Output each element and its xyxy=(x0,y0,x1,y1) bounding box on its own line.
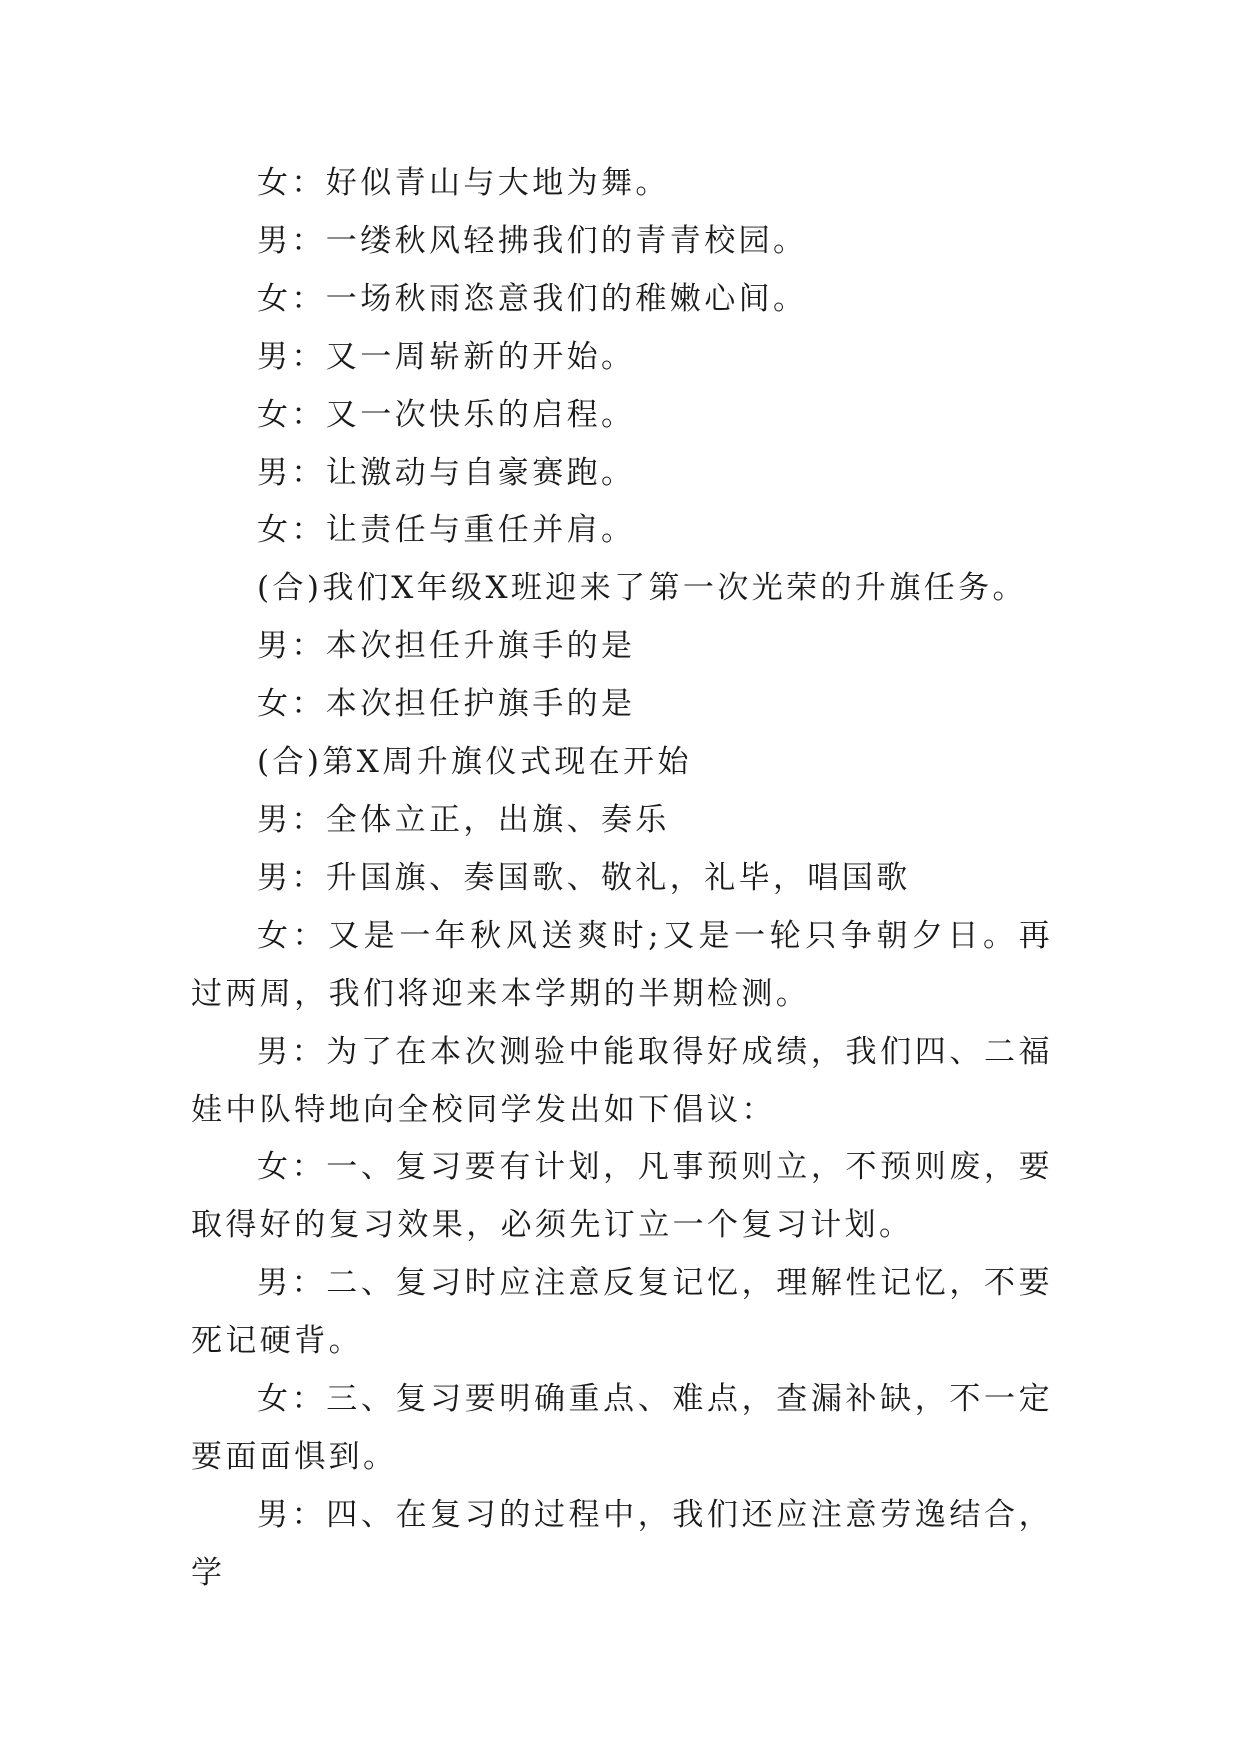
paragraph: 女：又一次快乐的启程。 xyxy=(257,396,636,433)
paragraph: 男：全体立正，出旗、奏乐 xyxy=(257,801,670,838)
paragraph: 女：让责任与重任并肩。 xyxy=(257,512,636,549)
paragraph: 男：让激动与自豪赛跑。 xyxy=(257,454,636,491)
paragraph: (合)第X周升旗仪式现在开始 xyxy=(257,744,692,781)
paragraph: 女：一场秋雨恣意我们的稚嫩心间。 xyxy=(257,280,808,317)
paragraph: 男：又一周崭新的开始。 xyxy=(257,338,636,375)
paragraph: 男：升国旗、奏国歌、敬礼，礼毕，唱国歌 xyxy=(257,859,911,896)
paragraph: 女：一、复习要有计划，凡事预则立，不预则废，要取得好的复习效果，必须先订立一个复习计划。 xyxy=(191,1149,1053,1244)
paragraph: 女：好似青山与大地为舞。 xyxy=(257,165,670,201)
paragraph: 女：本次担任护旗手的是 xyxy=(257,686,636,723)
paragraph: 男：一缕秋风轻拂我们的青青校园。 xyxy=(257,222,808,259)
paragraph: 男：为了在本次测验中能取得好成绩，我们四、二福娃中队特地向全校同学发出如下倡议： xyxy=(191,1033,1053,1128)
document-body xyxy=(191,155,1053,1603)
paragraph: 男：四、在复习的过程中，我们还应注意劳逸结合，学 xyxy=(191,1496,1053,1591)
paragraph: 女：三、复习要明确重点、难点，查漏补缺，不一定要面面惧到。 xyxy=(191,1381,1053,1475)
paragraph: 女：又是一年秋风送爽时;又是一轮只争朝夕日。再过两周，我们将迎来本学期的半期检测。 xyxy=(191,917,1053,1012)
paragraph: 男：本次担任升旗手的是 xyxy=(257,628,636,665)
paragraph: 男：二、复习时应注意反复记忆，理解性记忆，不要死记硬背。 xyxy=(191,1265,1053,1360)
paragraph: (合)我们X年级X班迎来了第一次光荣的升旗任务。 xyxy=(257,570,1027,607)
